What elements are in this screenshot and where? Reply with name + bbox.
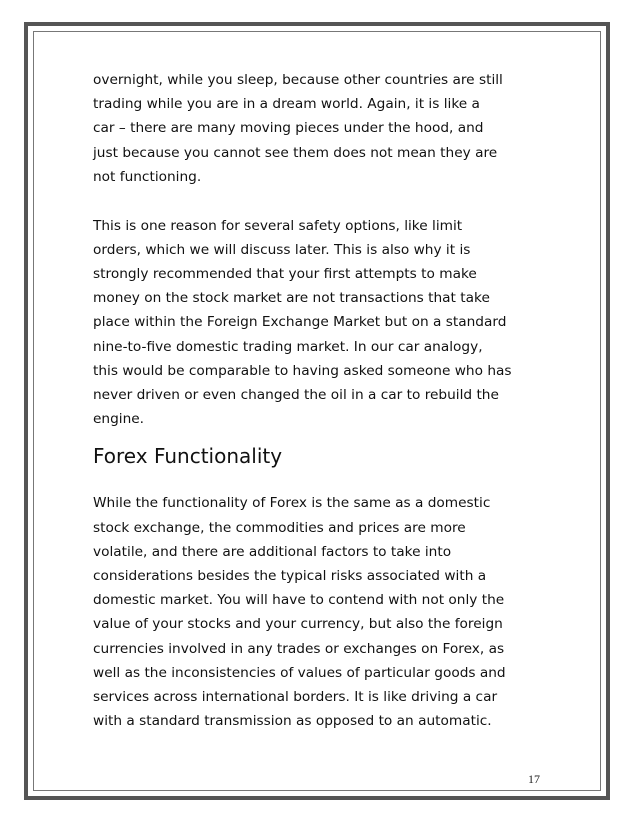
paragraph-1 (93, 68, 553, 189)
paragraph-line: trading while you are in a dream world. Again, it is like a (93, 96, 480, 113)
paragraph-line: money on the stock market are not transactions that take (93, 290, 490, 307)
paragraph-line: While the functionality of Forex is the same as a domestic (93, 495, 491, 512)
paragraph-spacer (93, 189, 553, 214)
paragraph-line: This is one reason for several safety options, like limit (93, 217, 463, 234)
paragraph-line: considerations besides the typical risks associated with a (93, 567, 487, 584)
paragraph-2 (93, 214, 553, 432)
paragraph-line: value of your stocks and your currency, but also the foreign (93, 616, 503, 633)
paragraph-line: nine-to-five domestic trading market. In our car analogy, (93, 338, 483, 355)
paragraph-line: just because you cannot see them does not mean they are (93, 144, 498, 161)
paragraph-line: not functioning. (93, 168, 202, 185)
paragraph-line: overnight, while you sleep, because other countries are still (93, 72, 503, 88)
paragraph-line: never driven or even changed the oil in a car to rebuild the (93, 386, 499, 403)
paragraph-line: services across international borders. It is like driving a car (93, 688, 498, 705)
paragraph-line: with a standard transmission as opposed to an automatic. (93, 713, 492, 730)
page-number: 17 (528, 772, 540, 786)
page-content (93, 68, 553, 733)
paragraph-line: stock exchange, the commodities and prices are more (93, 519, 466, 536)
paragraph-line: well as the inconsistencies of values of particular goods and (93, 664, 506, 681)
paragraph-line: currencies involved in any trades or exchanges on Forex, as (93, 640, 505, 657)
paragraph-line: orders, which we will discuss later. This is also why it is (93, 241, 471, 258)
paragraph-line: domestic market. You will have to contend with not only the (93, 592, 505, 609)
paragraph-line: strongly recommended that your first attempts to make (93, 265, 477, 282)
paragraph-line: engine. (93, 411, 145, 428)
paragraph-line: place within the Foreign Exchange Market but on a standard (93, 314, 507, 331)
paragraph-line: volatile, and there are additional factors to take into (93, 543, 452, 560)
paragraph-line: this would be comparable to having asked someone who has (93, 362, 512, 379)
paragraph-line: car – there are many moving pieces under the hood, and (93, 120, 484, 137)
paragraph-3 (93, 491, 553, 733)
section-heading: Forex Functionality (93, 444, 283, 469)
